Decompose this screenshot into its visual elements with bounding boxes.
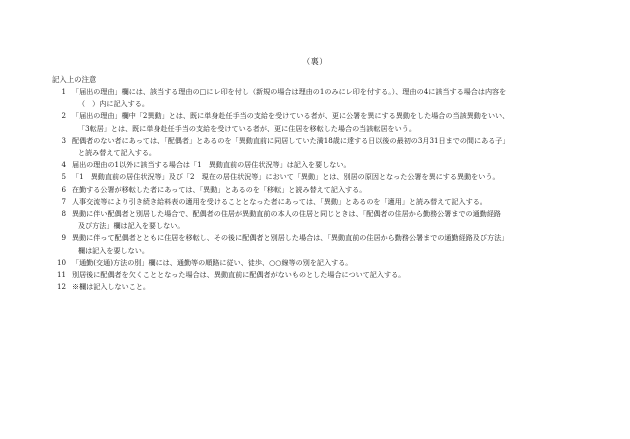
note-text (72, 257, 592, 269)
note-item (52, 159, 592, 171)
note-item (52, 196, 592, 208)
note-number: 11 (56, 270, 66, 280)
note-item (52, 171, 592, 183)
section-heading: 記入上の注意 (52, 75, 97, 84)
note-item (52, 232, 592, 256)
page-side-label: （裏） (302, 57, 328, 66)
note-line: 「1 異動直前の居住状況等」及び「2 現在の居住状況等」において「異動」とは、別居の原因となった公署を異にする異動をいう。 (72, 172, 500, 182)
note-number: 9 (61, 233, 66, 243)
note-number: 10 (56, 257, 66, 267)
note-line: 「通勤(交通)方法の別」欄には、通勤等の順路に従い、徒歩、○○線等の別を記入する。 (72, 257, 353, 267)
note-line: 届出の理由の1以外に該当する場合は「1 異動直前の居住状況等」は記入を要しない。 (72, 160, 351, 170)
note-line: 「届出の理由」欄中「2異動」とは、既に単身赴任手当の支給を受けている者が、更に公署を異にする異動をした場合の当該異動をいい、 (72, 111, 510, 121)
note-text (72, 208, 592, 232)
note-line: 別居後に配偶者を欠くこととなった場合は、異動直前に配偶者がないものとした場合について記入する。 (72, 270, 406, 280)
note-item (52, 135, 592, 159)
note-number: 12 (56, 282, 66, 292)
note-line: 「届出の理由」欄には、該当する理由の□にレ印を付し（新規の場合は理由の1のみにレ印を付する。）、理由の4に該当する場合は内容を (72, 87, 507, 96)
note-item (52, 269, 592, 281)
note-text (72, 232, 592, 256)
note-line: 人事交流等により引き続き給料表の適用を受けることとなった者にあっては、「異動」とあるのを「適用」と読み替えて記入する。 (72, 196, 487, 206)
note-item (52, 110, 592, 134)
note-item (52, 86, 592, 110)
note-text (72, 135, 592, 159)
note-line: 配偶者のない者にあっては、「配偶者」とあるのを「異動直前に同居していた満18歳に達する日以後の最初の3月31日までの間にある子」 (72, 135, 510, 145)
note-line: 「3転居」とは、既に単身赴任手当の支給を受けている者が、更に住居を移転した場合の当該転居をいう。 (78, 123, 416, 133)
note-number: 2 (61, 111, 66, 121)
note-item (52, 257, 592, 269)
note-line: 異動に伴い配偶者と別居した場合で、配偶者の住居が異動直前の本人の住居と同じときは、「配偶者の住居から勤務公署までの通勤経路 (72, 209, 502, 219)
note-number: 1 (61, 87, 66, 96)
note-number: 3 (61, 135, 66, 145)
note-number: 5 (61, 172, 66, 182)
note-line: （ ）内に記入する。 (78, 99, 149, 109)
note-item (52, 281, 592, 293)
note-line: 異動に伴って配偶者とともに住居を移転し、その後に配偶者と別居した場合は、「異動直前の住居から勤務公署までの通勤経路及び方法」 (72, 233, 509, 243)
note-item (52, 184, 592, 196)
notes-list (52, 86, 592, 293)
note-line: 欄は記入を要しない。 (78, 245, 149, 255)
note-item (52, 208, 592, 232)
note-number: 6 (61, 184, 66, 194)
note-text (72, 184, 592, 196)
note-text (72, 171, 592, 183)
note-line: と読み替えて記入する。 (78, 148, 157, 158)
note-text (72, 281, 592, 293)
note-number: 8 (61, 209, 66, 219)
note-text (72, 86, 592, 110)
note-number: 4 (61, 160, 66, 170)
note-text (72, 110, 592, 134)
note-text (72, 269, 592, 281)
note-number: 7 (61, 196, 66, 206)
note-line: 及び方法」欄は記入を要しない。 (78, 221, 185, 231)
note-line: ※欄は記入しないこと。 (72, 282, 151, 292)
note-text (72, 196, 592, 208)
note-text (72, 159, 592, 171)
note-line: 在勤する公署が移転した者にあっては、「異動」とあるのを「移転」と読み替えて記入する。 (72, 184, 367, 194)
